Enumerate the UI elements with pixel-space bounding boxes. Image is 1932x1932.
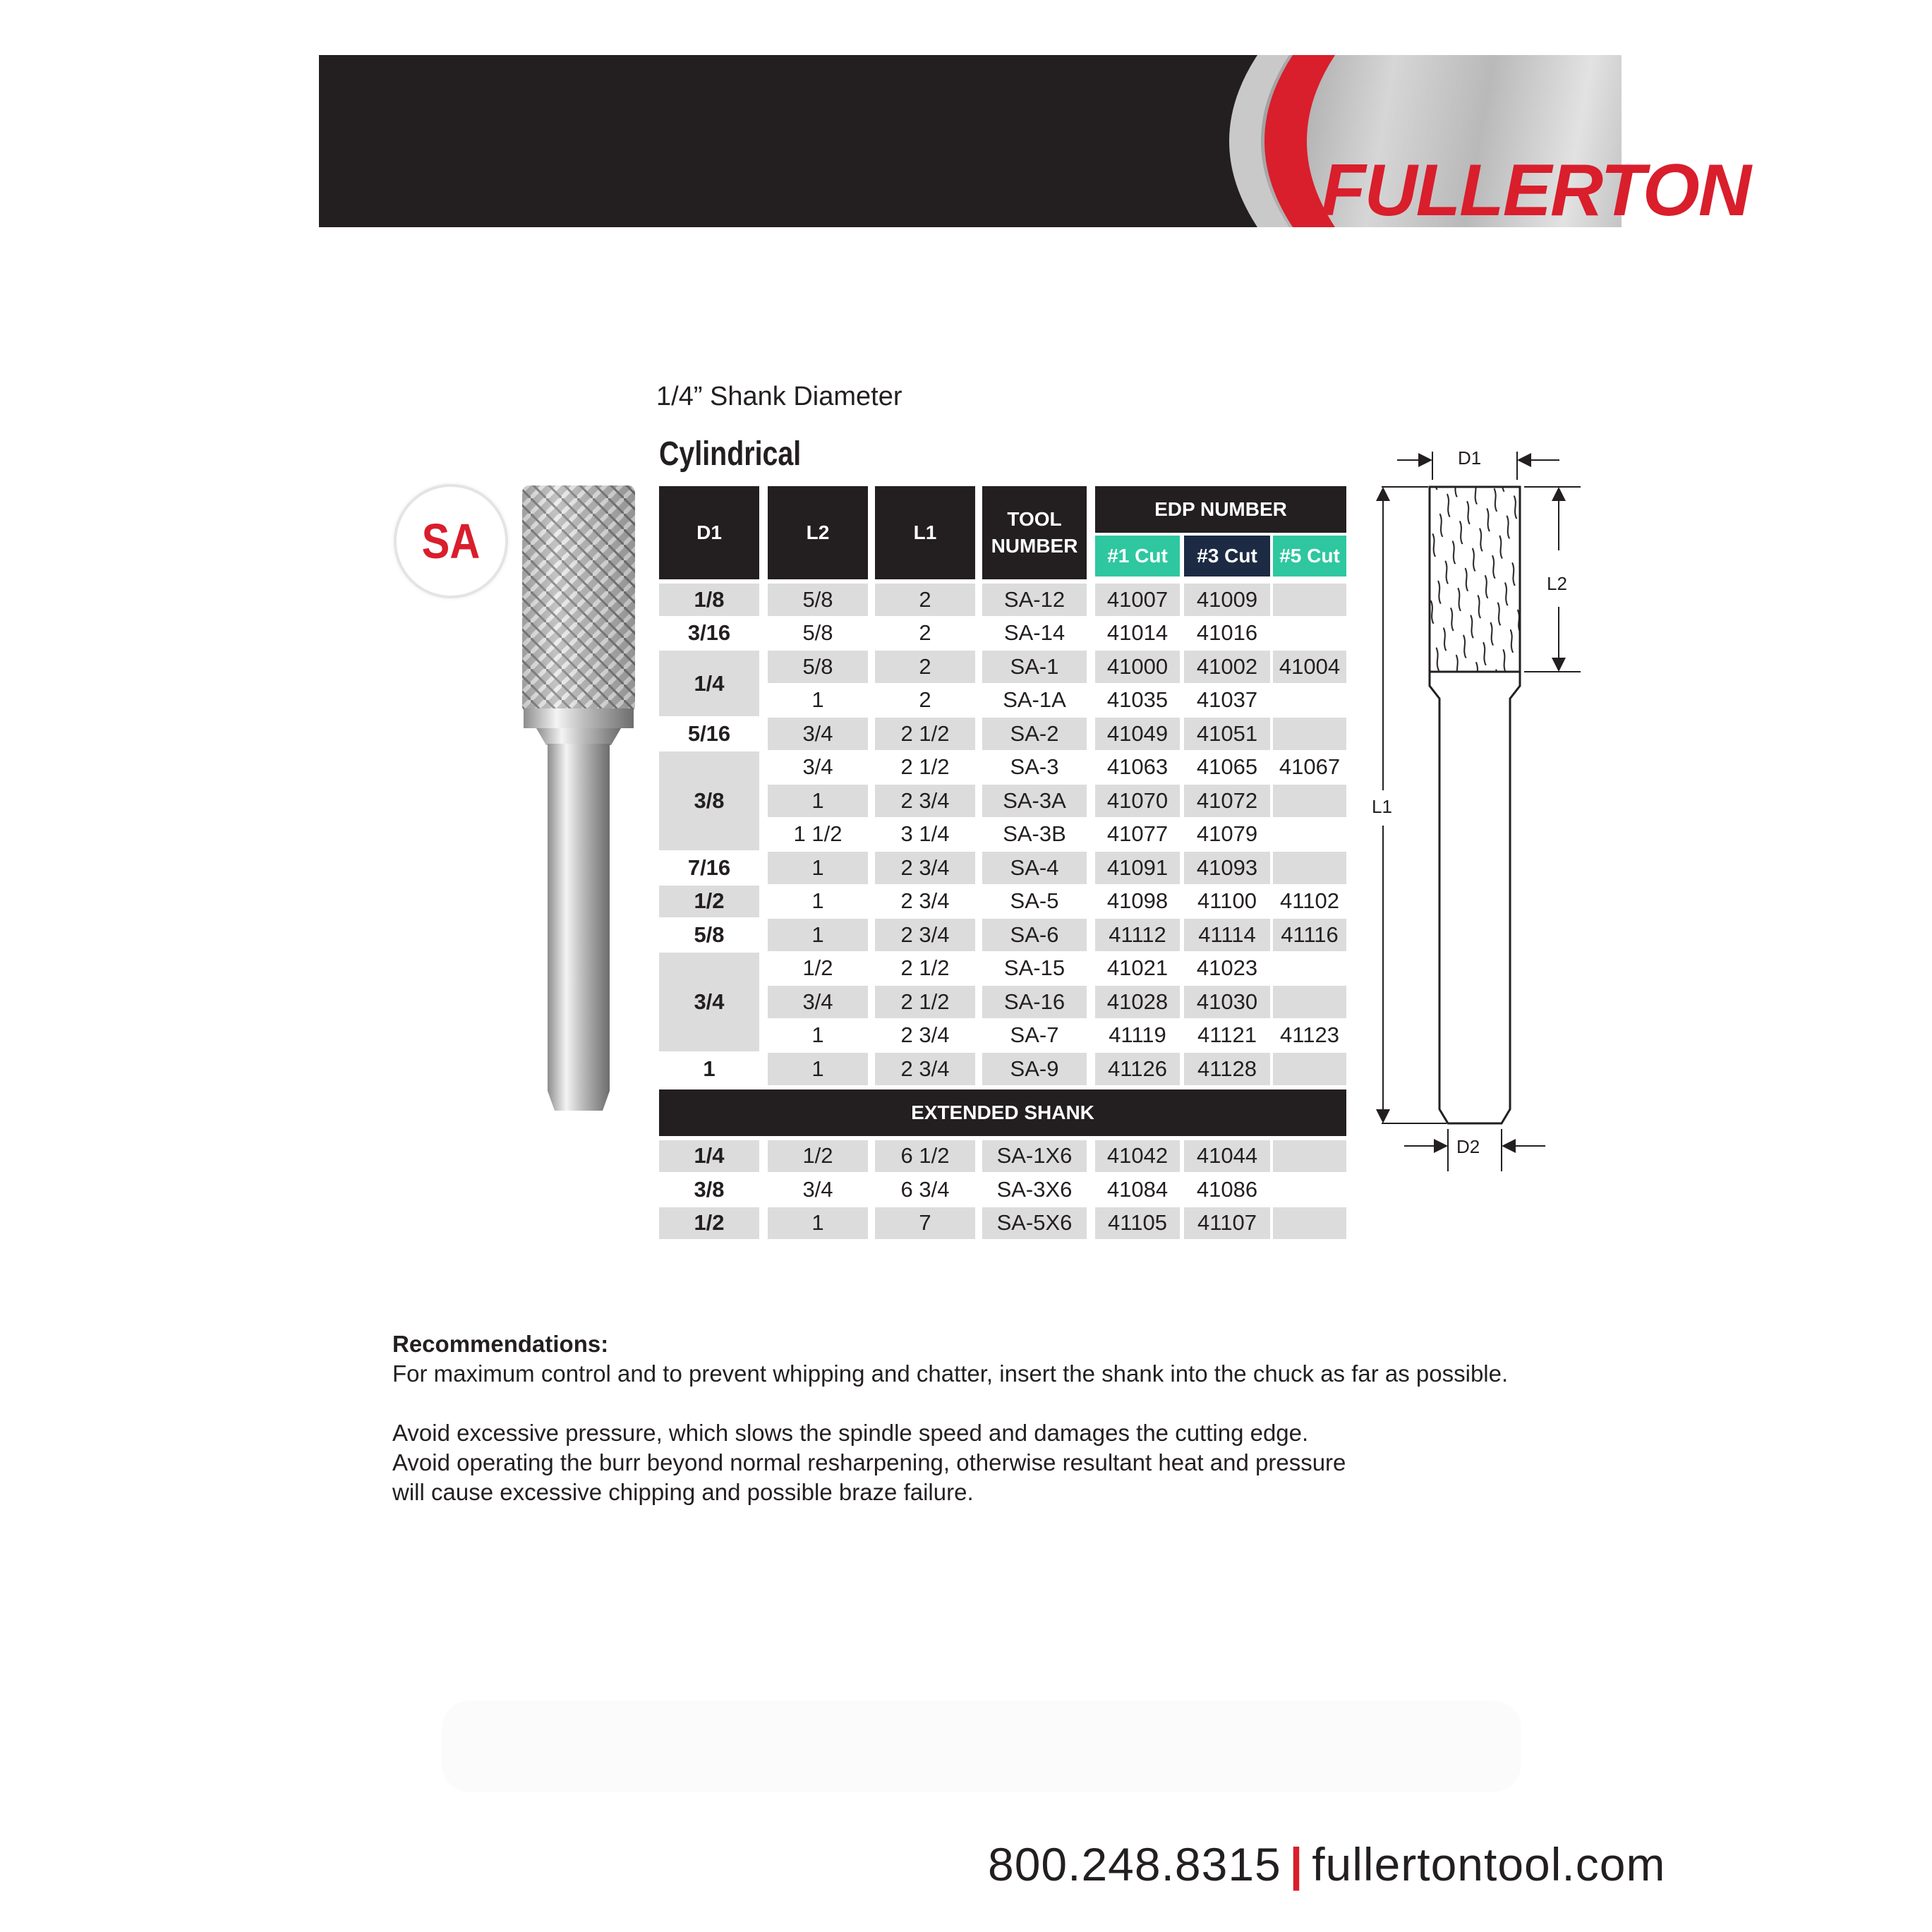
footer-phone: 800.248.8315 bbox=[988, 1838, 1281, 1890]
table-cell-edp-cut1: 41070 bbox=[1095, 785, 1180, 817]
table-cell-l2: 1 bbox=[811, 1022, 824, 1048]
table-cell-d1: 1/4 bbox=[659, 1140, 759, 1173]
table-cell-edp-cut1: 41021 bbox=[1106, 955, 1169, 981]
l1-dimension-label: L1 bbox=[1372, 796, 1392, 817]
table-cell-l1: 2 bbox=[875, 651, 975, 683]
table-cell-edp-cut5 bbox=[1273, 819, 1346, 851]
table-cell-d1: 3/8 bbox=[659, 751, 759, 851]
recommendation-text: Avoid excessive pressure, which slows the spindle speed and damages the cutting edge. bbox=[392, 1420, 1309, 1446]
table-cell-tool-number: SA-2 bbox=[982, 718, 1087, 750]
table-cell-edp-cut3: 41079 bbox=[1196, 821, 1258, 847]
table-cell-edp-cut1: 41028 bbox=[1095, 986, 1180, 1018]
table-cell-d1: 3/8 bbox=[694, 1176, 725, 1202]
header-edp-number: EDP NUMBER bbox=[1095, 486, 1346, 533]
table-cell-l2: 1 1/2 bbox=[793, 821, 843, 847]
table-cell-l1: 3 1/4 bbox=[900, 821, 950, 847]
recommendation-text: Avoid operating the burr beyond normal resharpening, otherwise resultant heat and pressure bbox=[392, 1449, 1346, 1475]
table-cell-tool-number: SA-1A bbox=[1003, 687, 1066, 713]
table-cell-edp-cut5: 41102 bbox=[1280, 888, 1339, 914]
table-cell-l1: 2 1/2 bbox=[875, 718, 975, 750]
table-cell-l2: 3/4 bbox=[802, 1176, 833, 1202]
table-cell-d1: 3/4 bbox=[659, 953, 759, 1052]
header-tool-number: TOOL NUMBER bbox=[982, 486, 1087, 579]
shank-diameter-subtitle: 1/4” Shank Diameter bbox=[656, 382, 902, 411]
table-cell-l1: 2 3/4 bbox=[875, 1053, 975, 1085]
table-cell-edp-cut3: 41002 bbox=[1184, 651, 1270, 683]
table-cell-l2: 3/4 bbox=[768, 718, 868, 750]
table-cell-edp-cut5 bbox=[1273, 1173, 1346, 1206]
table-cell-l2: 1 bbox=[768, 1053, 868, 1085]
header-d1: D1 bbox=[659, 486, 759, 579]
table-cell-l2: 3/4 bbox=[768, 986, 868, 1018]
table-cell-edp-cut3: 41030 bbox=[1184, 986, 1270, 1018]
table-cell-tool-number: SA-9 bbox=[982, 1053, 1087, 1085]
table-cell-l1: 2 3/4 bbox=[875, 785, 975, 817]
table-cell-edp-cut1: 41042 bbox=[1095, 1140, 1180, 1173]
table-cell-edp-cut3: 41128 bbox=[1184, 1053, 1270, 1085]
table-cell-edp-cut1: 41119 bbox=[1109, 1022, 1166, 1048]
table-cell-l2: 1 bbox=[811, 687, 824, 713]
table-cell-edp-cut5 bbox=[1273, 1140, 1346, 1173]
table-cell-tool-number: SA-6 bbox=[982, 919, 1087, 951]
table-cell-d1: 1/8 bbox=[659, 584, 759, 616]
table-cell-edp-cut3: 41121 bbox=[1197, 1022, 1257, 1048]
table-cell-edp-cut3: 41044 bbox=[1184, 1140, 1270, 1173]
table-cell-tool-number: SA-5 bbox=[1010, 888, 1059, 914]
table-cell-edp-cut1: 41014 bbox=[1106, 620, 1169, 646]
table-cell-edp-cut3: 41065 bbox=[1196, 754, 1258, 780]
extended-shank-header: EXTENDED SHANK bbox=[659, 1089, 1346, 1136]
header-cut-1: #1 Cut bbox=[1095, 536, 1180, 576]
table-cell-edp-cut3: 41072 bbox=[1184, 785, 1270, 817]
table-cell-l1: 2 bbox=[919, 687, 931, 713]
recommendation-text: For maximum control and to prevent whipping and chatter, insert the shank into the chuck as far as possible. bbox=[392, 1360, 1509, 1387]
faint-background-shape bbox=[442, 1701, 1521, 1792]
table-cell-edp-cut5 bbox=[1273, 986, 1346, 1018]
table-cell-edp-cut3: 41100 bbox=[1197, 888, 1257, 914]
table-cell-edp-cut5 bbox=[1273, 1207, 1346, 1240]
table-cell-edp-cut5: 41123 bbox=[1280, 1022, 1339, 1048]
table-cell-edp-cut1: 41105 bbox=[1095, 1207, 1180, 1240]
table-cell-edp-cut5 bbox=[1273, 684, 1346, 717]
table-cell-edp-cut1: 41000 bbox=[1095, 651, 1180, 683]
d1-dimension-label: D1 bbox=[1458, 447, 1482, 469]
header-l1: L1 bbox=[875, 486, 975, 579]
table-cell-tool-number: SA-5X6 bbox=[982, 1207, 1087, 1240]
table-cell-edp-cut1: 41091 bbox=[1095, 852, 1180, 884]
table-cell-edp-cut3: 41016 bbox=[1196, 620, 1258, 646]
table-cell-tool-number: SA-16 bbox=[982, 986, 1087, 1018]
table-cell-l2: 5/8 bbox=[768, 651, 868, 683]
table-cell-l2: 5/8 bbox=[802, 620, 833, 646]
table-cell-edp-cut3: 41086 bbox=[1196, 1176, 1258, 1202]
table-cell-edp-cut5 bbox=[1273, 852, 1346, 884]
table-cell-edp-cut5 bbox=[1273, 785, 1346, 817]
table-cell-tool-number: SA-3 bbox=[1010, 754, 1059, 780]
table-cell-tool-number: SA-3X6 bbox=[996, 1176, 1073, 1202]
table-cell-d1: 1/4 bbox=[659, 651, 759, 716]
table-cell-edp-cut1: 41098 bbox=[1106, 888, 1169, 914]
table-cell-l2: 1/2 bbox=[768, 1140, 868, 1173]
table-cell-edp-cut3: 41107 bbox=[1184, 1207, 1270, 1240]
table-cell-tool-number: SA-14 bbox=[1003, 620, 1065, 646]
table-cell-l1: 2 1/2 bbox=[875, 986, 975, 1018]
table-cell-edp-cut5 bbox=[1273, 1053, 1346, 1085]
sa-badge bbox=[394, 484, 508, 598]
header-cut-3: #3 Cut bbox=[1184, 536, 1270, 576]
table-cell-l1: 2 1/2 bbox=[900, 955, 950, 981]
d2-dimension-label: D2 bbox=[1456, 1136, 1480, 1157]
table-cell-edp-cut1: 41049 bbox=[1095, 718, 1180, 750]
table-cell-d1: 1/2 bbox=[659, 1207, 759, 1240]
table-cell-d1: 3/16 bbox=[687, 620, 731, 646]
table-cell-edp-cut3: 41093 bbox=[1184, 852, 1270, 884]
table-cell-d1: 7/16 bbox=[687, 855, 731, 880]
table-cell-l2: 1 bbox=[811, 888, 824, 914]
footer-website-link[interactable]: fullertontool.com bbox=[1312, 1838, 1666, 1890]
badge-label: SA bbox=[421, 514, 481, 569]
fullerton-logo: FULLERTON bbox=[1321, 150, 1750, 231]
table-cell-edp-cut3: 41051 bbox=[1184, 718, 1270, 750]
table-cell-edp-cut5: 41116 bbox=[1273, 919, 1346, 951]
table-cell-edp-cut5: 41067 bbox=[1279, 754, 1341, 780]
table-cell-l1: 2 bbox=[875, 584, 975, 616]
table-cell-l1: 2 3/4 bbox=[900, 1022, 950, 1048]
table-cell-edp-cut1: 41112 bbox=[1095, 919, 1180, 951]
table-cell-edp-cut1: 41126 bbox=[1095, 1053, 1180, 1085]
table-cell-l1: 2 bbox=[919, 620, 931, 646]
table-cell-d1: 1 bbox=[703, 1056, 716, 1081]
table-cell-edp-cut5 bbox=[1273, 584, 1346, 616]
header-cut-5: #5 Cut bbox=[1273, 536, 1346, 576]
table-cell-d1: 5/8 bbox=[694, 922, 725, 947]
table-cell-l2: 1 bbox=[768, 1207, 868, 1240]
header-banner bbox=[319, 55, 1750, 231]
table-cell-l2: 1 bbox=[768, 852, 868, 884]
table-cell-tool-number: SA-1X6 bbox=[982, 1140, 1087, 1173]
table-cell-l2: 1 bbox=[768, 785, 868, 817]
table-cell-d1: 1/2 bbox=[659, 886, 759, 918]
table-cell-edp-cut5 bbox=[1273, 953, 1346, 985]
page-title: Cylindrical bbox=[659, 435, 802, 473]
table-cell-l1: 2 3/4 bbox=[875, 852, 975, 884]
table-cell-l2: 3/4 bbox=[802, 754, 833, 780]
table-cell-edp-cut5 bbox=[1273, 718, 1346, 750]
table-cell-edp-cut3: 41114 bbox=[1184, 919, 1270, 951]
table-cell-l1: 2 3/4 bbox=[875, 919, 975, 951]
table-cell-edp-cut1: 41035 bbox=[1106, 687, 1169, 713]
table-cell-l1: 6 3/4 bbox=[900, 1176, 950, 1202]
table-cell-tool-number: SA-3A bbox=[982, 785, 1087, 817]
l2-dimension-label: L2 bbox=[1547, 573, 1567, 594]
table-cell-l2: 1/2 bbox=[802, 955, 833, 981]
table-cell-l1: 2 3/4 bbox=[900, 888, 950, 914]
table-cell-edp-cut3: 41023 bbox=[1196, 955, 1258, 981]
burr-product-image bbox=[515, 483, 642, 1118]
table-cell-edp-cut1: 41063 bbox=[1106, 754, 1169, 780]
table-cell-tool-number: SA-1 bbox=[982, 651, 1087, 683]
table-cell-tool-number: SA-12 bbox=[982, 584, 1087, 616]
table-cell-edp-cut5 bbox=[1273, 617, 1346, 650]
table-cell-edp-cut3: 41009 bbox=[1184, 584, 1270, 616]
table-cell-edp-cut5: 41004 bbox=[1273, 651, 1346, 683]
table-cell-tool-number: SA-15 bbox=[1003, 955, 1065, 981]
recommendations-heading: Recommendations: bbox=[392, 1331, 609, 1357]
table-cell-edp-cut1: 41007 bbox=[1095, 584, 1180, 616]
table-cell-tool-number: SA-7 bbox=[1010, 1022, 1059, 1048]
recommendation-text: will cause excessive chipping and possible braze failure. bbox=[392, 1479, 974, 1505]
table-cell-l1: 2 1/2 bbox=[900, 754, 950, 780]
table-cell-l2: 1 bbox=[768, 919, 868, 951]
recommendations-section bbox=[392, 1329, 1592, 1507]
specification-table bbox=[659, 486, 1346, 1236]
table-cell-edp-cut1: 41077 bbox=[1106, 821, 1169, 847]
table-cell-l1: 7 bbox=[875, 1207, 975, 1240]
table-cell-l2: 5/8 bbox=[768, 584, 868, 616]
table-cell-edp-cut3: 41037 bbox=[1196, 687, 1258, 713]
table-cell-d1: 5/16 bbox=[687, 720, 731, 746]
footer-contact bbox=[988, 1837, 1666, 1891]
footer-separator: | bbox=[1289, 1838, 1304, 1890]
header-l2: L2 bbox=[768, 486, 868, 579]
table-cell-l1: 6 1/2 bbox=[875, 1140, 975, 1173]
table-cell-tool-number: SA-4 bbox=[982, 852, 1087, 884]
table-cell-tool-number: SA-3B bbox=[1003, 821, 1066, 847]
table-cell-edp-cut1: 41084 bbox=[1106, 1176, 1169, 1202]
